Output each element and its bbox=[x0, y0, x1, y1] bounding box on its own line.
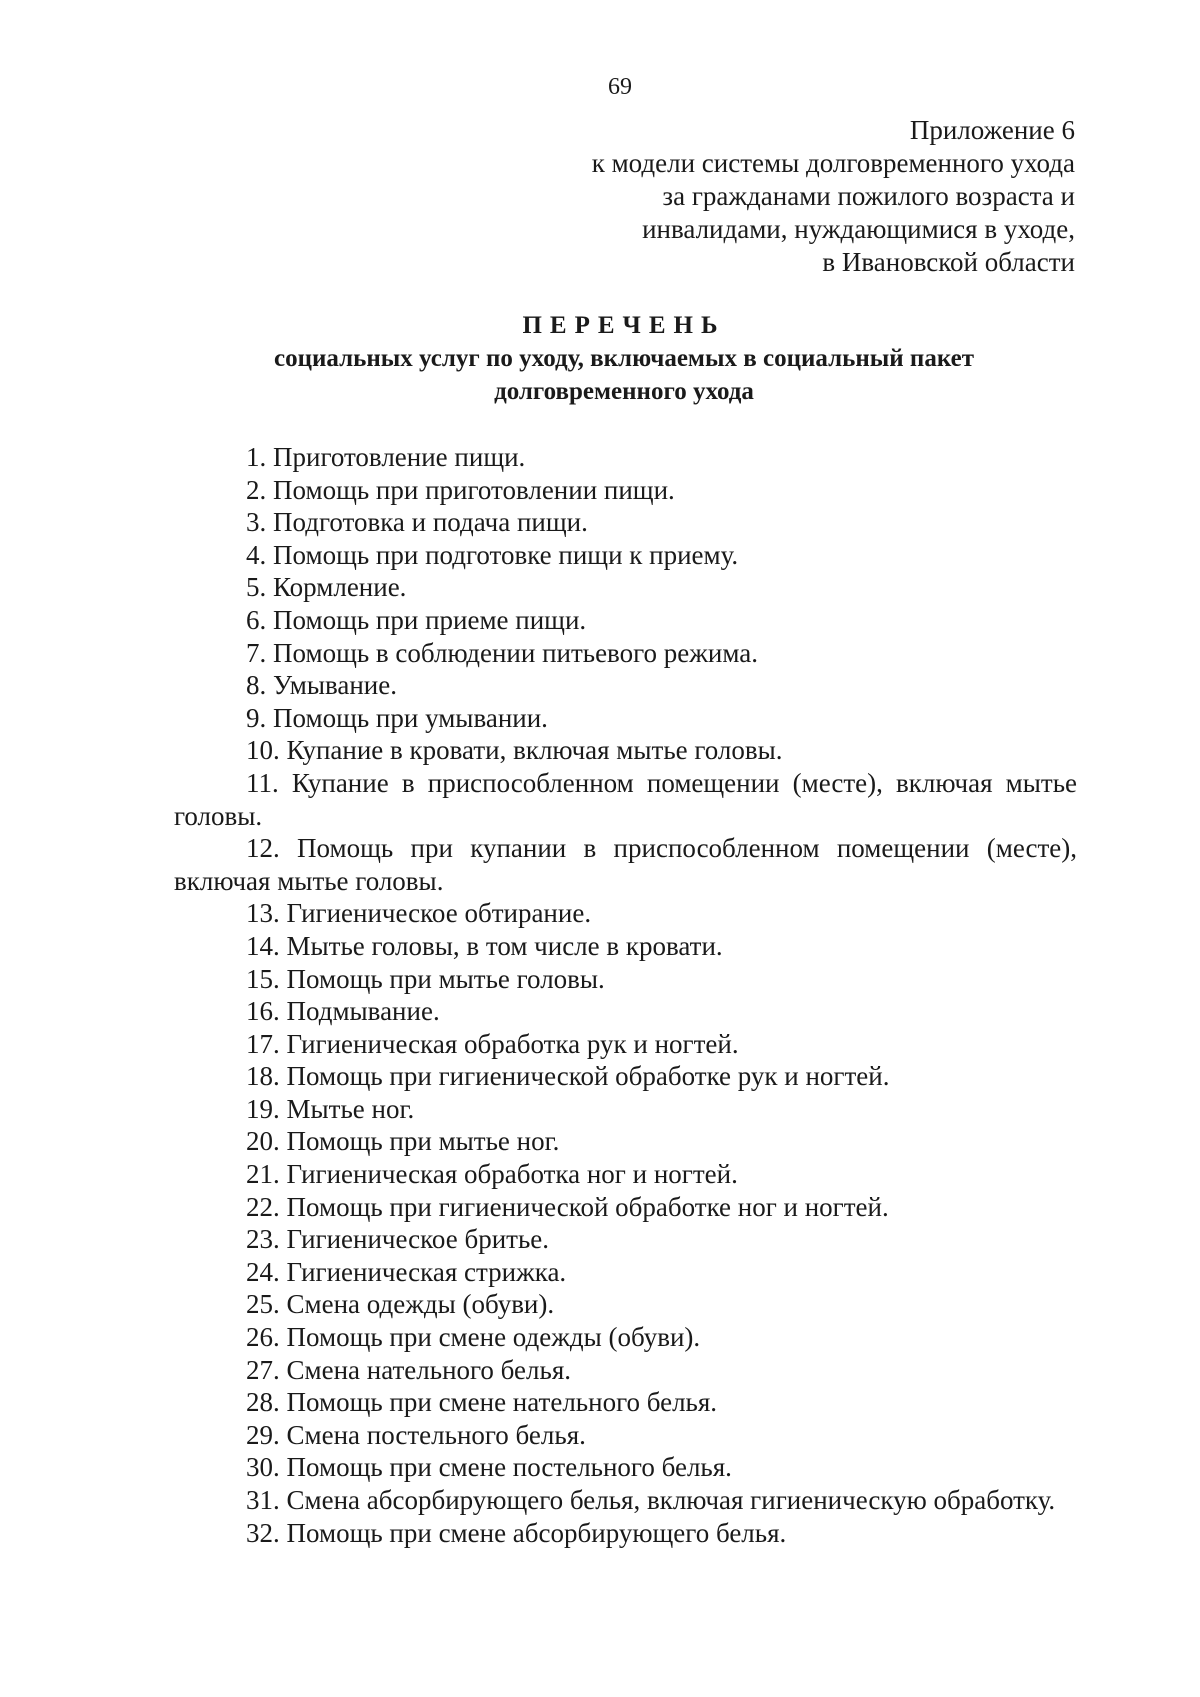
list-item: 11. Купание в приспособленном помещении (месте), включая мытье головы. bbox=[174, 767, 1077, 831]
list-item: 9. Помощь при умывании. bbox=[246, 702, 548, 733]
list-item: 25. Смена одежды (обуви). bbox=[246, 1289, 555, 1320]
title-subtitle-line2: долговременного ухода bbox=[494, 378, 754, 405]
title-main: ПЕРЕЧЕНЬ bbox=[522, 312, 726, 339]
list-item: 20. Помощь при мытье ног. bbox=[246, 1126, 560, 1157]
list-item: 28. Помощь при смене нательного белья. bbox=[246, 1387, 718, 1418]
list-item: 2. Помощь при приготовлении пищи. bbox=[246, 474, 675, 505]
list-item: 12. Помощь при купании в приспособленном помещении (месте), включая мытье головы. bbox=[174, 833, 1077, 896]
list-item: 19. Мытье ног. bbox=[246, 1093, 415, 1124]
appendix-line: в Ивановской области bbox=[822, 247, 1075, 277]
title-subtitle-line1: социальных услуг по уходу, включаемых в социальный пакет bbox=[274, 345, 974, 372]
list-item: 31. Смена абсорбирующего белья, включая гигиеническую обработку. bbox=[246, 1485, 1056, 1515]
list-item: 4. Помощь при подготовке пищи к приему. bbox=[246, 539, 739, 570]
list-item: 21. Гигиеническая обработка ног и ногтей. bbox=[246, 1159, 738, 1190]
list-item: 13. Гигиеническое обтирание. bbox=[246, 898, 592, 929]
list-item: 29. Смена постельного белья. bbox=[246, 1419, 586, 1450]
page-number: 69 bbox=[608, 74, 632, 100]
list-item: 16. Подмывание. bbox=[246, 996, 440, 1027]
list-item: 15. Помощь при мытье головы. bbox=[246, 963, 605, 994]
list-item: 7. Помощь в соблюдении питьевого режима. bbox=[246, 637, 758, 668]
list-item: 22. Помощь при гигиенической обработке ног и ногтей. bbox=[246, 1191, 889, 1222]
list-item: 3. Подготовка и подача пищи. bbox=[246, 507, 588, 538]
list-item: 18. Помощь при гигиенической обработке рук и ногтей. bbox=[246, 1061, 890, 1092]
list-item: 17. Гигиеническая обработка рук и ногтей. bbox=[246, 1028, 739, 1059]
list-item: 26. Помощь при смене одежды (обуви). bbox=[246, 1322, 701, 1353]
appendix-header bbox=[592, 114, 1075, 279]
list-item: 14. Мытье головы, в том числе в кровати. bbox=[246, 930, 723, 961]
list-item: 24. Гигиеническая стрижка. bbox=[246, 1256, 567, 1287]
appendix-line: инвалидами, нуждающимися в уходе, bbox=[642, 214, 1075, 244]
services-list bbox=[174, 441, 1077, 1549]
appendix-line: к модели системы долговременного ухода bbox=[591, 148, 1075, 178]
list-item: 30. Помощь при смене постельного белья. bbox=[246, 1452, 732, 1483]
list-item: 6. Помощь при приеме пищи. bbox=[246, 604, 587, 635]
document-title bbox=[174, 309, 1074, 408]
list-item: 23. Гигиеническое бритье. bbox=[246, 1224, 549, 1255]
list-item: 5. Кормление. bbox=[246, 572, 407, 603]
list-item: 1. Приготовление пищи. bbox=[246, 442, 526, 472]
appendix-line: за гражданами пожилого возраста и bbox=[662, 181, 1075, 211]
list-item: 8. Умывание. bbox=[246, 670, 397, 701]
appendix-line: Приложение 6 bbox=[909, 115, 1075, 145]
list-item: 32. Помощь при смене абсорбирующего белья. bbox=[246, 1517, 787, 1548]
list-item: 10. Купание в кровати, включая мытье головы. bbox=[246, 735, 783, 766]
list-item: 27. Смена нательного белья. bbox=[246, 1354, 571, 1385]
